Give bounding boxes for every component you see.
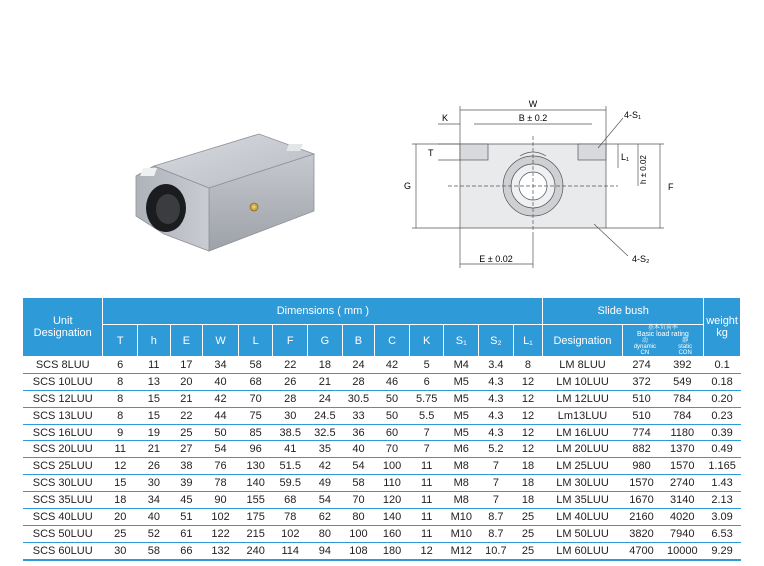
table-cell: 19 [138,424,171,441]
table-cell: 132 [203,542,239,559]
table-cell: 11 [409,492,444,509]
table-cell: 4020 [661,509,704,526]
table-cell: 3820 [622,525,661,542]
table-cell: 41 [273,441,308,458]
table-cell: 784 [661,407,704,424]
table-cell: 175 [238,509,273,526]
dim-b-label: B ± 0.2 [518,113,548,123]
table-cell: 52 [138,525,171,542]
table-cell: 12 [103,458,138,475]
unit-designation-cell: SCS 20LUU [23,441,103,458]
weight-header: weight kg [704,298,741,357]
table-cell: 11 [103,441,138,458]
unit-designation-cell: SCS 50LUU [23,525,103,542]
table-cell: 21 [308,373,343,390]
table-cell: 44 [203,407,239,424]
col-g: G [308,325,343,357]
table-cell: 21 [138,441,171,458]
table-cell: M10 [444,509,479,526]
table-cell: 11 [409,509,444,526]
table-cell: 10.7 [479,542,514,559]
table-cell: M5 [444,424,479,441]
table-cell: 33 [342,407,375,424]
table-cell: 8 [513,357,543,374]
table-cell: 1570 [622,475,661,492]
table-row [23,441,741,458]
dim-h-label: h ± 0.02 [639,155,648,184]
table-cell: 54 [203,441,239,458]
table-cell: 58 [342,475,375,492]
table-cell: 549 [661,373,704,390]
table-cell: 66 [170,542,203,559]
table-cell: 25 [513,542,543,559]
table-cell: 50 [375,390,410,407]
table-cell: 18 [513,458,543,475]
table-cell: 50 [375,407,410,424]
table-cell: 46 [375,373,410,390]
table-cell: 3.09 [704,509,741,526]
table-cell: 7940 [661,525,704,542]
table-cell: 784 [661,390,704,407]
unit-designation-cell: SCS 25LUU [23,458,103,475]
col-h: h [138,325,171,357]
basic-load-cn: 基本负荷率 [647,325,678,331]
slide-bush-header: Slide bush [543,298,704,325]
table-cell: 240 [238,542,273,559]
table-cell: 12 [409,542,444,559]
table-cell: 30 [273,407,308,424]
table-cell: 61 [170,525,203,542]
table-cell: 4.3 [479,373,514,390]
table-cell: 20 [103,509,138,526]
table-cell: 7 [409,424,444,441]
table-cell: 18 [103,492,138,509]
table-cell: 6 [103,357,138,374]
table-cell: 0.20 [704,390,741,407]
table-cell: 8.7 [479,525,514,542]
table-cell: 85 [238,424,273,441]
bush-designation-cell: LM 50LUU [543,525,622,542]
dim-k-label: K [442,113,449,123]
table-cell: 39 [170,475,203,492]
table-cell: M8 [444,458,479,475]
table-cell: 24 [342,357,375,374]
table-cell: 9 [103,424,138,441]
table-cell: 35 [308,441,343,458]
table-cell: 0.49 [704,441,741,458]
table-cell: 140 [375,509,410,526]
table-cell: 102 [203,509,239,526]
table-cell: 4700 [622,542,661,559]
table-cell: 8 [103,373,138,390]
table-cell: 5.2 [479,441,514,458]
table-cell: 38 [170,458,203,475]
table-cell: 11 [409,475,444,492]
table-cell: 7 [479,492,514,509]
col-s2: S₂ [479,325,514,357]
bush-designation-cell: Lm13LUU [543,407,622,424]
table-cell: 12 [513,373,543,390]
table-cell: M5 [444,407,479,424]
table-cell: 100 [342,525,375,542]
table-cell: 32.5 [308,424,343,441]
basic-load-label: Basic load rating [637,331,689,338]
table-row [23,390,741,407]
table-cell: 12 [513,407,543,424]
table-cell: 10000 [661,542,704,559]
table-row [23,475,741,492]
table-cell: 50 [203,424,239,441]
table-cell: 58 [138,542,171,559]
col-e: E [170,325,203,357]
table-cell: 108 [342,542,375,559]
table-cell: 90 [203,492,239,509]
table-cell: 36 [342,424,375,441]
table-cell: 980 [622,458,661,475]
col-basic-load [622,325,703,357]
table-cell: 5.75 [409,390,444,407]
table-cell: M10 [444,525,479,542]
table-cell: 510 [622,390,661,407]
table-cell: 372 [622,373,661,390]
dim-f-label: F [668,182,674,192]
table-cell: 78 [203,475,239,492]
table-cell: 3140 [661,492,704,509]
table-cell: 2.13 [704,492,741,509]
table-cell: 215 [238,525,273,542]
table-cell: 40 [203,373,239,390]
table-cell: 4.3 [479,390,514,407]
table-cell: 155 [238,492,273,509]
table-cell: 58 [238,357,273,374]
table-cell: 0.23 [704,407,741,424]
unit-designation-cell: SCS 60LUU [23,542,103,559]
table-cell: 9.29 [704,542,741,559]
table-cell: 25 [103,525,138,542]
table-cell: 274 [622,357,661,374]
table-cell: 96 [238,441,273,458]
table-cell: 8.7 [479,509,514,526]
unit-designation-cell: SCS 35LUU [23,492,103,509]
table-cell: 28 [342,373,375,390]
table-row [23,407,741,424]
bush-designation-cell: LM 8LUU [543,357,622,374]
table-cell: 51.5 [273,458,308,475]
table-cell: 17 [170,357,203,374]
bush-designation-cell: LM 16LUU [543,424,622,441]
table-row [23,509,741,526]
bush-designation-cell: LM 20LUU [543,441,622,458]
table-cell: 49 [308,475,343,492]
table-row [23,373,741,390]
col-k: K [409,325,444,357]
dim-g-label: G [404,181,412,191]
table-cell: 12 [513,390,543,407]
table-cell: 30.5 [342,390,375,407]
table-cell: 11 [409,525,444,542]
table-cell: 70 [342,492,375,509]
bush-designation-cell: LM 40LUU [543,509,622,526]
table-cell: 45 [170,492,203,509]
table-cell: 18 [513,475,543,492]
table-cell: 102 [273,525,308,542]
dynamic-cn: 动 [641,338,648,344]
unit-designation-cell: SCS 30LUU [23,475,103,492]
table-row [23,542,741,559]
table-cell: 62 [308,509,343,526]
bush-designation-cell: LM 12LUU [543,390,622,407]
table-cell: 114 [273,542,308,559]
col-l: L [238,325,273,357]
product-photo [124,116,334,266]
table-cell: 80 [308,525,343,542]
table-cell: 1180 [661,424,704,441]
col-w: W [203,325,239,357]
unit-designation-cell: SCS 12LUU [23,390,103,407]
table-cell: 28 [273,390,308,407]
bush-designation-cell: LM 25LUU [543,458,622,475]
table-cell: 774 [622,424,661,441]
dimensions-header: Dimensions ( mm ) [103,298,543,325]
table-cell: 6.53 [704,525,741,542]
table-cell: 110 [375,475,410,492]
bush-designation-cell: LM 10LUU [543,373,622,390]
table-cell: 7 [409,441,444,458]
table-cell: 80 [342,509,375,526]
table-cell: 94 [308,542,343,559]
table-cell: 15 [103,475,138,492]
table-cell: 0.39 [704,424,741,441]
table-cell: 12 [513,441,543,458]
table-cell: 11 [409,458,444,475]
unit-designation-cell: SCS 8LUU [23,357,103,374]
table-cell: 140 [238,475,273,492]
table-cell: 30 [138,475,171,492]
table-cell: 70 [375,441,410,458]
table-cell: 13 [138,373,171,390]
table-cell: 26 [273,373,308,390]
table-cell: 54 [308,492,343,509]
table-cell: 18 [308,357,343,374]
table-cell: 76 [203,458,239,475]
table-cell: 42 [203,390,239,407]
table-cell: 40 [342,441,375,458]
table-cell: 60 [375,424,410,441]
table-cell: 100 [375,458,410,475]
col-l1: L₁ [513,325,543,357]
table-cell: 26 [138,458,171,475]
col-t: T [103,325,138,357]
static-cn: 静 [682,338,689,344]
table-cell: 130 [238,458,273,475]
table-cell: 1370 [661,441,704,458]
table-cell: M8 [444,475,479,492]
table-cell: 25 [513,525,543,542]
col-c: C [375,325,410,357]
col-f: F [273,325,308,357]
table-cell: 22 [273,357,308,374]
dim-t-label: T [428,148,434,158]
table-cell: 27 [170,441,203,458]
dim-s1-label: 4-S₁ [624,110,642,120]
table-row [23,492,741,509]
unit-designation-cell: SCS 10LUU [23,373,103,390]
bush-designation-cell: LM 35LUU [543,492,622,509]
table-cell: 15 [138,407,171,424]
table-cell: 75 [238,407,273,424]
table-cell: 0.18 [704,373,741,390]
table-row [23,458,741,475]
unit-designation-cell: SCS 13LUU [23,407,103,424]
table-cell: 1670 [622,492,661,509]
table-cell: 5.5 [409,407,444,424]
table-cell: 22 [170,407,203,424]
table-cell: 0.1 [704,357,741,374]
table-cell: 1.43 [704,475,741,492]
table-cell: 1570 [661,458,704,475]
dim-w-label: W [528,99,538,109]
dimension-drawing [398,96,688,276]
table-cell: 160 [375,525,410,542]
table-cell: 24 [308,390,343,407]
table-row [23,357,741,374]
table-cell: 30 [103,542,138,559]
table-cell: 68 [273,492,308,509]
table-cell: 34 [203,357,239,374]
table-cell: 15 [138,390,171,407]
table-cell: 8 [103,390,138,407]
table-cell: M6 [444,441,479,458]
table-cell: 54 [342,458,375,475]
unit-designation-header: Unit Designation [23,298,103,357]
table-cell: 40 [138,509,171,526]
table-cell: 25 [513,509,543,526]
table-cell: 21 [170,390,203,407]
table-cell: 24.5 [308,407,343,424]
col-s1: S₁ [444,325,479,357]
table-cell: 180 [375,542,410,559]
table-cell: M12 [444,542,479,559]
table-cell: 68 [238,373,273,390]
table-cell: 25 [170,424,203,441]
table-cell: M4 [444,357,479,374]
bush-designation-cell: LM 30LUU [543,475,622,492]
table-cell: 42 [308,458,343,475]
table-cell: 51 [170,509,203,526]
table-cell: 8 [103,407,138,424]
table-cell: 4.3 [479,407,514,424]
unit-designation-cell: SCS 40LUU [23,509,103,526]
table-cell: 70 [238,390,273,407]
table-cell: M5 [444,373,479,390]
bush-designation-cell: LM 60LUU [543,542,622,559]
unit-designation-cell: SCS 16LUU [23,424,103,441]
table-cell: 34 [138,492,171,509]
table-cell: 5 [409,357,444,374]
table-cell: 122 [203,525,239,542]
table-cell: M8 [444,492,479,509]
table-cell: 2740 [661,475,704,492]
table-cell: 4.3 [479,424,514,441]
table-row [23,424,741,441]
dim-l1-label: L₁ [621,152,630,162]
table-cell: 7 [479,475,514,492]
table-row [23,525,741,542]
table-cell: 11 [138,357,171,374]
static-label: static [678,344,693,350]
table-cell: 510 [622,407,661,424]
table-cell: 392 [661,357,704,374]
table-cell: 1.165 [704,458,741,475]
spec-table-body [23,357,741,560]
table-cell: 78 [273,509,308,526]
table-cell: 12 [513,424,543,441]
table-cell: M5 [444,390,479,407]
col-designation: Designation [543,325,622,357]
dynamic-symbol: CN [640,350,650,356]
table-cell: 38.5 [273,424,308,441]
dim-e-label: E ± 0.02 [479,254,513,264]
table-cell: 42 [375,357,410,374]
static-symbol: CON [678,350,692,356]
table-cell: 120 [375,492,410,509]
dim-s2-label: 4-S₂ [632,254,650,264]
table-cell: 20 [170,373,203,390]
table-cell: 59.5 [273,475,308,492]
table-cell: 6 [409,373,444,390]
table-cell: 3.4 [479,357,514,374]
table-cell: 7 [479,458,514,475]
table-cell: 882 [622,441,661,458]
table-cell: 18 [513,492,543,509]
col-b: B [342,325,375,357]
spec-table [22,297,741,561]
dynamic-label: dynamic [633,344,657,350]
table-cell: 2160 [622,509,661,526]
